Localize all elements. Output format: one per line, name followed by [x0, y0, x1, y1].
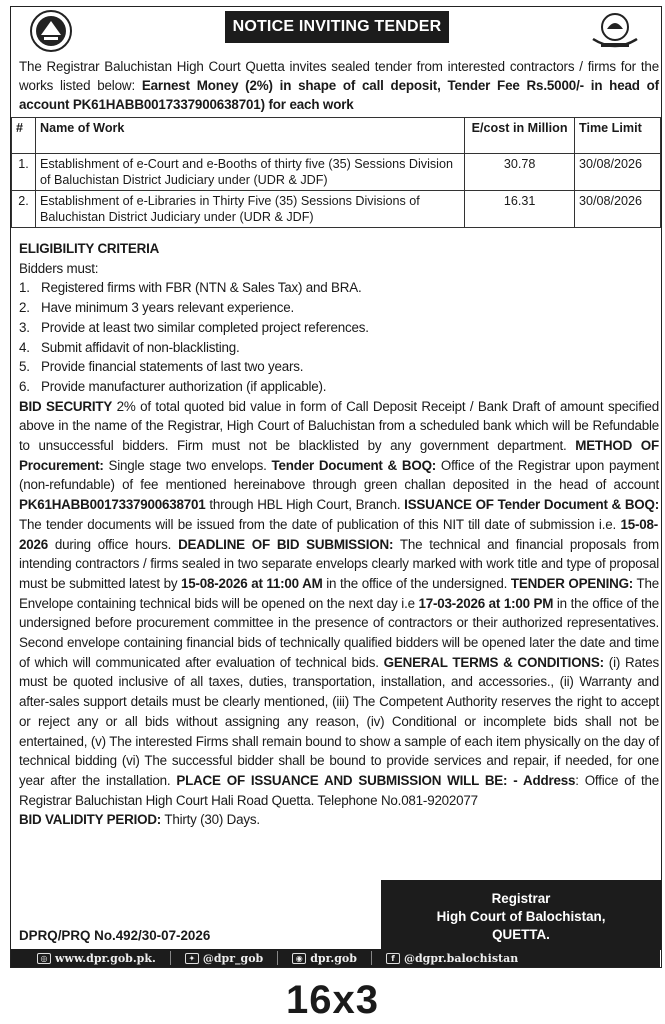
- intro-paragraph: [19, 57, 659, 114]
- tender-notice: [10, 6, 662, 968]
- notice-header: [11, 7, 661, 55]
- validity-line: BID VALIDITY PERIOD: Thirty (30) Days.: [19, 812, 260, 828]
- col-number: #: [12, 118, 36, 154]
- validity-heading: BID VALIDITY PERIOD:: [19, 812, 162, 828]
- row-work-name: Establishment of e-Court and e-Booths of thirty five (35) Sessions Division of Baluchistan District Judiciary under (UDR & JDF): [35, 154, 464, 191]
- notice-title: NOTICE INVITING TENDER: [225, 11, 449, 43]
- row-cost: 16.31: [465, 191, 575, 228]
- signature-org: High Court of Balochistan,: [436, 909, 606, 924]
- row-time-limit: 30/08/2026: [575, 154, 661, 191]
- footer-website[interactable]: www.dpr.gob.pk.: [55, 951, 156, 965]
- list-item: 1. Registered firms with FBR (NTN & Sales Tax) and BRA.: [19, 280, 362, 296]
- col-name-of-work: Name of Work: [35, 118, 464, 154]
- list-item: 4. Submit affidavit of non-blacklisting.: [19, 339, 240, 355]
- notice-body: [19, 239, 659, 830]
- facebook-icon: f: [386, 953, 400, 964]
- row-time-limit: 30/08/2026: [575, 191, 661, 228]
- list-item: 6. Provide manufacturer authorization (if applicable).: [19, 378, 327, 394]
- list-item: 5. Provide financial statements of last two years.: [19, 359, 304, 375]
- signature-title: Registrar: [491, 891, 551, 906]
- eligibility-lead: Bidders must:: [19, 260, 99, 276]
- twitter-icon: ✦: [185, 953, 199, 964]
- list-item: 3. Provide at least two similar completed project references.: [19, 319, 369, 335]
- divider: [277, 951, 278, 965]
- deadline-date: 15-08-2026 at 11:00 AM: [181, 575, 323, 591]
- row-cost: 30.78: [465, 154, 575, 191]
- row-number: 2.: [12, 191, 36, 228]
- balochistan-emblem-icon: [29, 9, 73, 53]
- col-time-limit: Time Limit: [575, 118, 661, 154]
- works-table: [11, 117, 661, 228]
- intro-earnest-money: Earnest Money (2%) in shape of call deposit, Tender Fee Rs.5000/- in head of account PK61HABB0017337900638701) for each work: [19, 78, 659, 112]
- signature-block: [381, 880, 661, 950]
- issuance-heading: ISSUANCE OF Tender Document & BOQ:: [404, 497, 659, 513]
- eligibility-title: ELIGIBILITY CRITERIA: [19, 241, 160, 256]
- footer-twitter[interactable]: @dpr_gob: [202, 951, 264, 965]
- terms-heading: GENERAL TERMS & CONDITIONS:: [383, 654, 604, 670]
- eligibility-list: [19, 278, 659, 396]
- bid-security-heading: BID SECURITY: [19, 398, 113, 414]
- table-row: [12, 191, 661, 228]
- reference-number: DPRQ/PRQ No.492/30-07-2026: [19, 928, 211, 943]
- list-item: 2. Have minimum 3 years relevant experience.: [19, 300, 295, 316]
- globe-icon: ◎: [37, 953, 51, 964]
- row-work-name: Establishment of e-Libraries in Thirty Five (35) Sessions Divisions of Baluchistan District Judiciary under (UDR & JDF): [35, 191, 464, 228]
- intro-text: The Registrar Baluchistan High Court Quetta invites sealed tender from interested contractors / firms for the works listed below:: [19, 59, 659, 93]
- place-heading: PLACE OF ISSUANCE AND SUBMISSION WILL BE: - Address: [176, 772, 576, 788]
- opening-date: 17-03-2026 at 1:00 PM: [418, 595, 554, 611]
- footer-facebook[interactable]: @dgpr.balochistan: [403, 951, 519, 965]
- table-row: [12, 154, 661, 191]
- terms-paragraph: BID SECURITY 2% of total quoted bid value in form of Call Deposit Receipt / Bank Draft of amount specified above in the name of the Registrar, High Court of Baluchistan from a scheduled bank which will be Refundable to unsuccessful bidders. Firm must not be blacklisted by any government department. METHOD OF Procurement: Single stage two envelops. Tender Document & BOQ: Office of the Registrar upon payment (non-refundable) of fee mentioned hereinabove through green challan deposited in the head of account PK61HABB0017337900638701 through HBL High Court, Branch. ISSUANCE OF Tender Document & BOQ: The tender documents will be issued from the date of publication of this NIT till date of submission i.e. 15-08-2026 during office hours. DEADLINE OF BID SUBMISSION: The technical and financial proposals from intending contractors / firms sealed in two separate envelops clearly marked with work title and type of proposal must be submitted latest by 15-08-2026 at 11:00 AM in the office of the undersigned. TENDER OPENING: The Envelope containing technical bids will be opened on the next day i.e 17-03-2026 at 1:00 PM in the office of the undersigned before procurement committee in the presence of contractors or their authorized representatives. Second envelope containing financial bids of technically qualified bidders will be opened later the date and time of which will communicated after evaluation of technical bids. GENERAL TERMS & CONDITIONS: (i) Rates must be quoted inclusive of all taxes, duties, transportation, installation, and accessories., (ii) Warranty and after-sales support details must be clearly mentioned, (iii) The Competent Authority reserves the right to accept or reject any or all bids without assigning any reason, (iv) Conditional or incomplete bids shall not be entertained, (v) The interested Firms shall remain bound to show a sample of each item physically on the day of technical bidding (vi) The successful bidder shall be bound to provide services and repair, if needed, for one year after the installation. PLACE OF ISSUANCE AND SUBMISSION WILL BE: - Address: Office of the Registrar Baluchistan High Court Hali Road Quetta. Telephone No.081-9202077: [19, 398, 660, 808]
- footer-bar: [11, 949, 660, 967]
- divider: [371, 951, 372, 965]
- opening-heading: TENDER OPENING:: [510, 575, 634, 591]
- footer-instagram[interactable]: dpr.gob: [310, 951, 357, 965]
- account-number: PK61HABB0017337900638701: [19, 497, 206, 513]
- row-number: 1.: [12, 154, 36, 191]
- method-heading: METHOD OF Procurement:: [19, 438, 659, 473]
- boq-heading: Tender Document & BOQ:: [271, 457, 437, 473]
- table-header-row: [12, 118, 661, 154]
- col-ecost: E/cost in Million: [465, 118, 575, 154]
- high-court-emblem-icon: [587, 9, 643, 53]
- deadline-heading: DEADLINE OF BID SUBMISSION:: [178, 536, 394, 552]
- issuance-date: 15-08-2026: [19, 516, 659, 552]
- ad-size-code: 16x3: [286, 978, 379, 1022]
- signature-city: QUETTA.: [492, 927, 550, 942]
- instagram-icon: ◉: [292, 953, 306, 964]
- divider: [170, 951, 171, 965]
